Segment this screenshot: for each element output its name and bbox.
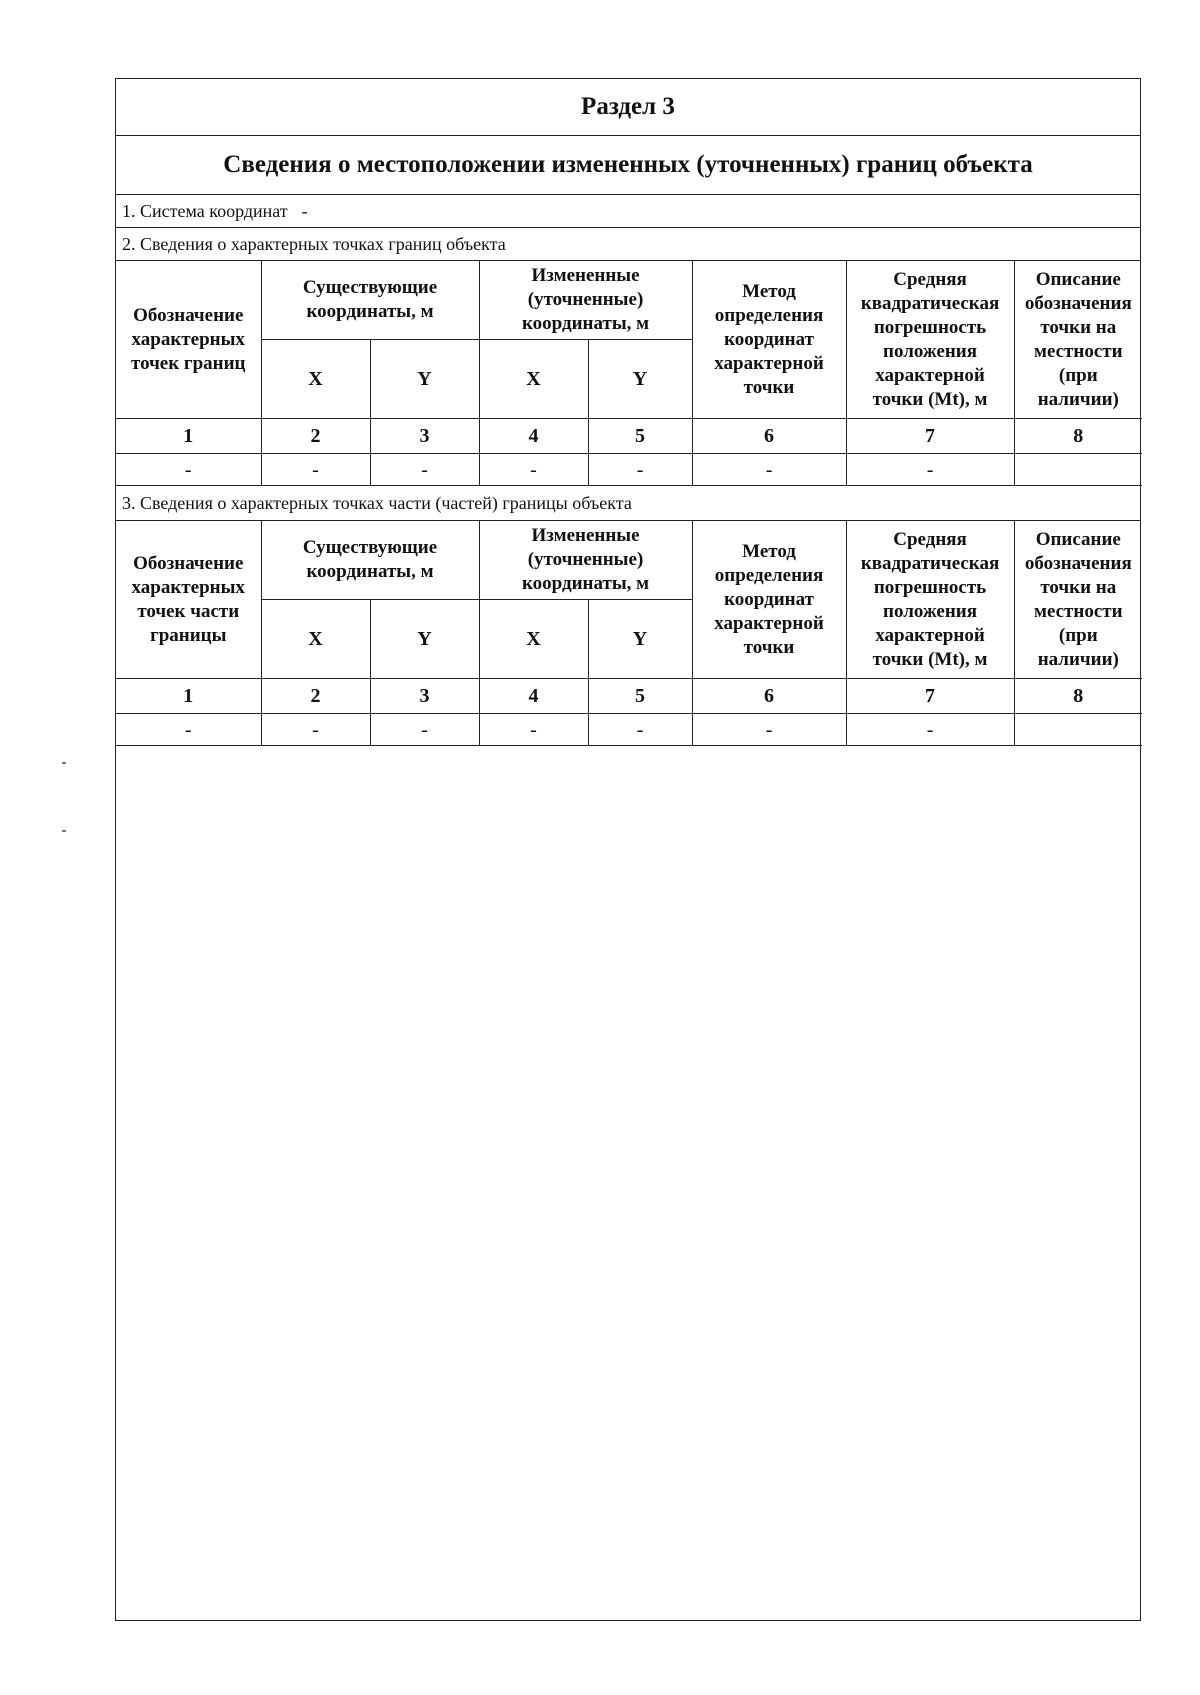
coord-system-value: - bbox=[301, 200, 308, 221]
column-number: 5 bbox=[588, 679, 692, 714]
axis-y-existing: Y bbox=[370, 340, 479, 419]
col-mean-error: Средняя квадратическая погрешность положения характерной точки (Mt), м bbox=[846, 521, 1014, 679]
table-cell bbox=[1014, 454, 1142, 486]
col-mean-error: Средняя квадратическая погрешность положения характерной точки (Mt), м bbox=[846, 261, 1014, 419]
col-designation: Обозначение характерных точек части границы bbox=[116, 521, 261, 679]
axis-x-existing: X bbox=[261, 340, 370, 419]
block3-heading: 3. Сведения о характерных точках части (частей) границы объекта bbox=[116, 486, 1140, 521]
coord-system-label: 1. Система координат bbox=[122, 200, 288, 221]
axis-y-changed: Y bbox=[588, 340, 692, 419]
scan-speck bbox=[62, 830, 66, 832]
table-cell: - bbox=[370, 714, 479, 746]
table-cell: - bbox=[261, 454, 370, 486]
table-cell: - bbox=[588, 454, 692, 486]
column-number: 1 bbox=[116, 419, 261, 454]
section-subtitle: Сведения о местоположении измененных (уточненных) границ объекта bbox=[116, 136, 1140, 195]
column-number: 4 bbox=[479, 679, 588, 714]
column-number: 6 bbox=[692, 679, 846, 714]
block2-heading: 2. Сведения о характерных точках границ объекта bbox=[116, 228, 1140, 261]
column-number: 2 bbox=[261, 419, 370, 454]
table-cell: - bbox=[261, 714, 370, 746]
col-existing-coords: Существующие координаты, м bbox=[261, 261, 479, 340]
table-cell: - bbox=[116, 454, 261, 486]
axis-x-existing: X bbox=[261, 600, 370, 679]
col-point-description: Описание обозначения точки на местности (при наличии) bbox=[1014, 521, 1142, 679]
column-number: 1 bbox=[116, 679, 261, 714]
section-title: Раздел 3 bbox=[116, 79, 1140, 136]
table-cell: - bbox=[846, 454, 1014, 486]
axis-x-changed: X bbox=[479, 340, 588, 419]
column-number: 5 bbox=[588, 419, 692, 454]
table-cell: - bbox=[692, 714, 846, 746]
axis-y-existing: Y bbox=[370, 600, 479, 679]
column-number: 7 bbox=[846, 419, 1014, 454]
column-number: 8 bbox=[1014, 419, 1142, 454]
table-cell: - bbox=[479, 454, 588, 486]
scan-speck bbox=[62, 762, 66, 764]
table-cell: - bbox=[588, 714, 692, 746]
coord-system-row bbox=[116, 195, 1140, 228]
table-cell: - bbox=[692, 454, 846, 486]
column-number: 8 bbox=[1014, 679, 1142, 714]
block2-table bbox=[116, 261, 1142, 486]
table-cell: - bbox=[846, 714, 1014, 746]
table-cell bbox=[1014, 714, 1142, 746]
col-method: Метод определения координат характерной точки bbox=[692, 261, 846, 419]
col-existing-coords: Существующие координаты, м bbox=[261, 521, 479, 600]
column-number: 7 bbox=[846, 679, 1014, 714]
block3-table bbox=[116, 521, 1142, 746]
document-frame bbox=[115, 78, 1141, 1621]
col-method: Метод определения координат характерной точки bbox=[692, 521, 846, 679]
axis-y-changed: Y bbox=[588, 600, 692, 679]
table-cell: - bbox=[116, 714, 261, 746]
col-designation: Обозначение характерных точек границ bbox=[116, 261, 261, 419]
table-cell: - bbox=[370, 454, 479, 486]
column-number: 3 bbox=[370, 679, 479, 714]
column-number: 4 bbox=[479, 419, 588, 454]
col-changed-coords: Измененные (уточненные) координаты, м bbox=[479, 261, 692, 340]
column-number: 2 bbox=[261, 679, 370, 714]
col-changed-coords: Измененные (уточненные) координаты, м bbox=[479, 521, 692, 600]
col-point-description: Описание обозначения точки на местности (при наличии) bbox=[1014, 261, 1142, 419]
column-number: 3 bbox=[370, 419, 479, 454]
table-cell: - bbox=[479, 714, 588, 746]
column-number: 6 bbox=[692, 419, 846, 454]
axis-x-changed: X bbox=[479, 600, 588, 679]
